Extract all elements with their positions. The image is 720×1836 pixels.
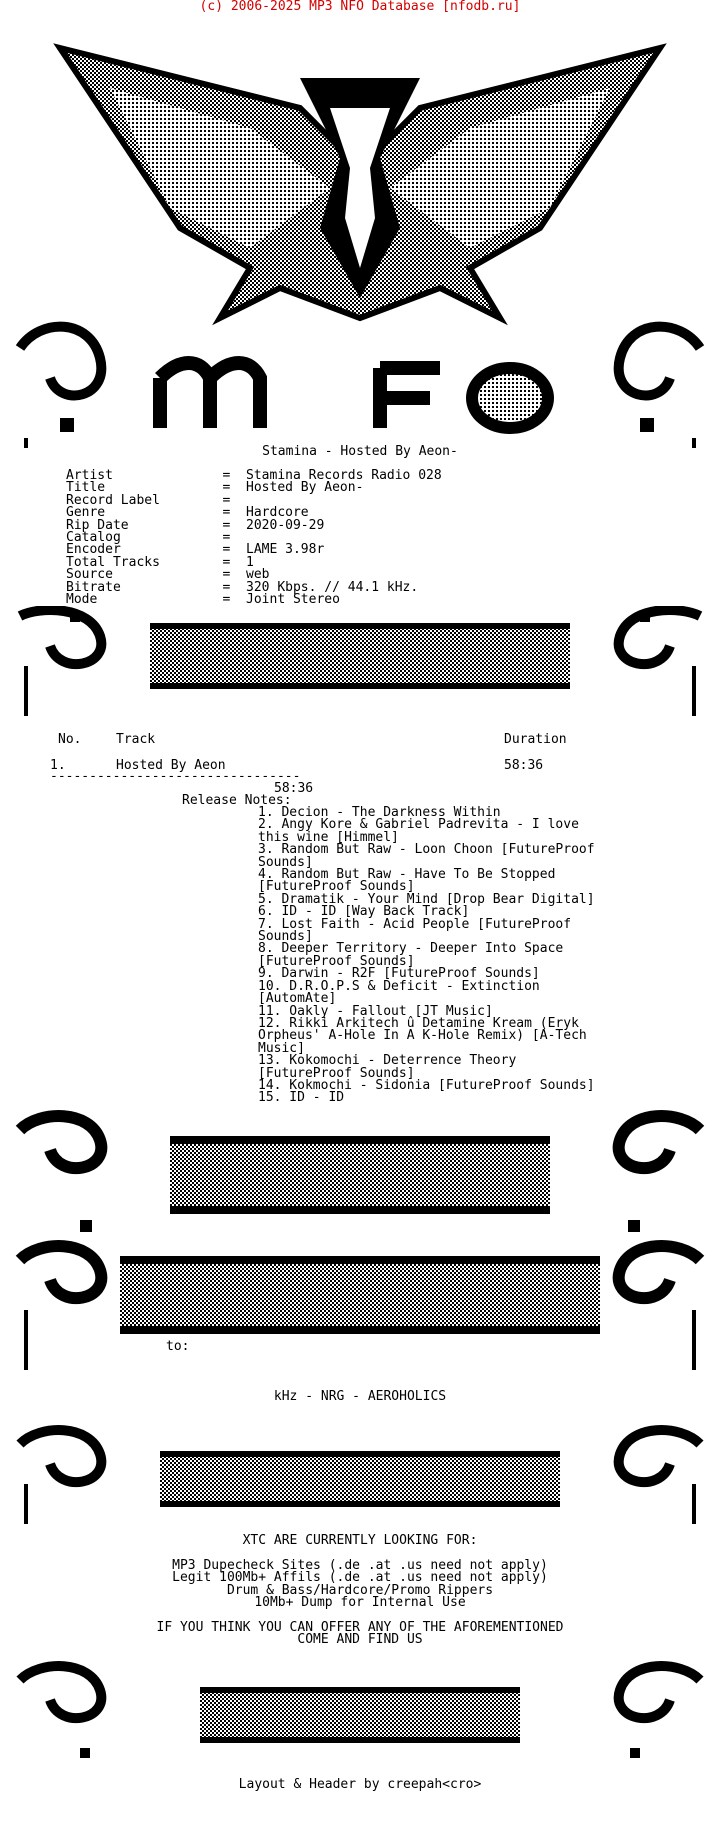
news-lines bbox=[0, 1560, 720, 1610]
info-value: 320 Kbps. // 44.1 kHz. bbox=[246, 579, 419, 595]
release-note-line: 1. Decion - The Darkness Within bbox=[258, 805, 501, 820]
tracklist-col-track: Track bbox=[116, 732, 156, 747]
release-note-line: [AutomAte] bbox=[258, 991, 337, 1007]
credits: Layout & Header by creepah<cro> bbox=[238, 1777, 482, 1792]
shouts-groups: kHz - NRG - AEROHOLICS bbox=[273, 1389, 447, 1404]
release-note-line: 9. Darwin - R2F [FutureProof Sounds] bbox=[258, 966, 540, 982]
info-row bbox=[66, 594, 442, 606]
info-label: Encoder = bbox=[66, 542, 247, 558]
tracklist-ascii-banner bbox=[0, 606, 720, 716]
track-duration: 58:36 bbox=[504, 758, 544, 773]
info-label: Genre = bbox=[66, 505, 247, 521]
info-label: Record Label = bbox=[66, 492, 247, 508]
release-note-line: 8. Deeper Territory - Deeper Into Space bbox=[258, 941, 564, 957]
info-value: Joint Stereo bbox=[246, 592, 340, 608]
tracklist-separator: -------------------------------- bbox=[50, 769, 301, 784]
info-value: web bbox=[246, 567, 270, 583]
release-note-line: 13. Kokomochi - Deterrence Theory bbox=[258, 1053, 517, 1069]
tracklist-col-no: No. bbox=[58, 732, 82, 747]
release-note-line: 3. Random But Raw - Loon Choon [FutureProof bbox=[258, 842, 595, 858]
release-note-line: [FutureProof Sounds] bbox=[258, 1065, 415, 1081]
release-note-line: [FutureProof Sounds] bbox=[258, 953, 415, 969]
copyright-link[interactable]: (c) 2006-2025 MP3 NFO Database [nfodb.ru] bbox=[199, 0, 521, 14]
release-note-line: 15. ID - ID bbox=[258, 1090, 345, 1106]
info-value: 1 bbox=[246, 554, 254, 570]
footer-ascii-logo bbox=[0, 1660, 720, 1770]
release-note-line: Orpheus' A-Hole In A K-Hole Remix) [A-Tech bbox=[258, 1028, 587, 1044]
news-line: 10Mb+ Dump for Internal Use bbox=[254, 1595, 466, 1611]
tracklist-col-duration: Duration bbox=[504, 732, 567, 747]
tracklist-total: 58:36 bbox=[274, 781, 314, 796]
release-note-line: [FutureProof Sounds] bbox=[258, 879, 415, 895]
info-label: Mode = bbox=[66, 592, 247, 608]
shouts-ascii-banner bbox=[0, 1110, 720, 1370]
release-note-line: this wine [Himmel] bbox=[258, 829, 399, 845]
info-label: Total Tracks = bbox=[66, 554, 247, 570]
news-line: Drum & Bass/Hardcore/Promo Rippers bbox=[226, 1582, 494, 1598]
header-ascii-logo bbox=[0, 18, 720, 448]
release-note-line: 7. Lost Faith - Acid People [FutureProof bbox=[258, 916, 572, 932]
release-note-line: 2. Angy Kore & Gabriel Padrevita - I love bbox=[258, 817, 579, 833]
news-offer-line1: IF YOU THINK YOU CAN OFFER ANY OF THE AFOREMENTIONED bbox=[156, 1620, 564, 1635]
info-value: Hosted By Aeon- bbox=[246, 480, 364, 496]
info-value: LAME 3.98r bbox=[246, 542, 325, 558]
info-label: Catalog = bbox=[66, 530, 247, 546]
release-note-line: 4. Random But Raw - Have To Be Stopped bbox=[258, 867, 556, 883]
info-label: Source = bbox=[66, 567, 247, 583]
release-notes-heading: Release Notes: bbox=[182, 793, 292, 808]
release-title: Stamina - Hosted By Aeon- bbox=[262, 444, 458, 459]
info-value: Hardcore bbox=[246, 505, 309, 521]
release-note-line: 10. D.R.O.P.S & Deficit - Extinction bbox=[258, 978, 540, 994]
news-line: Legit 100Mb+ Affils (.de .at .us need not apply) bbox=[172, 1570, 548, 1586]
release-notes bbox=[258, 807, 595, 1105]
release-note-line: Sounds] bbox=[258, 854, 313, 870]
release-note-line: 12. Rikki Arkitech û Detamine Kream (Eryk bbox=[258, 1015, 579, 1031]
release-note-line: 11. Oakly - Fallout [JT Music] bbox=[258, 1003, 493, 1019]
info-label: Rip Date = bbox=[66, 517, 247, 533]
news-heading: XTC ARE CURRENTLY LOOKING FOR: bbox=[242, 1533, 478, 1548]
info-label: Title = bbox=[66, 480, 247, 496]
news-offer-line2: COME AND FIND US bbox=[297, 1632, 423, 1647]
shouts-to: to: bbox=[166, 1339, 190, 1354]
info-value: Stamina Records Radio 028 bbox=[246, 468, 442, 483]
release-note-line: Sounds] bbox=[258, 929, 313, 945]
release-note-line: Music] bbox=[258, 1040, 305, 1056]
news-line: MP3 Dupecheck Sites (.de .at .us need not apply) bbox=[172, 1558, 548, 1573]
info-value: 2020-09-29 bbox=[246, 517, 325, 533]
info-label: Bitrate = bbox=[66, 579, 247, 595]
track-title: Hosted By Aeon bbox=[116, 758, 226, 773]
release-info bbox=[66, 470, 442, 606]
info-label: Artist = bbox=[66, 468, 247, 483]
release-note-line: 14. Kokmochi - Sidonia [FutureProof Sounds] bbox=[258, 1077, 595, 1093]
news-ascii-banner bbox=[0, 1424, 720, 1524]
release-note-line: 5. Dramatik - Your Mind [Drop Bear Digital] bbox=[258, 891, 595, 907]
release-note-line: 6. ID - ID [Way Back Track] bbox=[258, 904, 470, 920]
track-number: 1. bbox=[50, 758, 66, 773]
